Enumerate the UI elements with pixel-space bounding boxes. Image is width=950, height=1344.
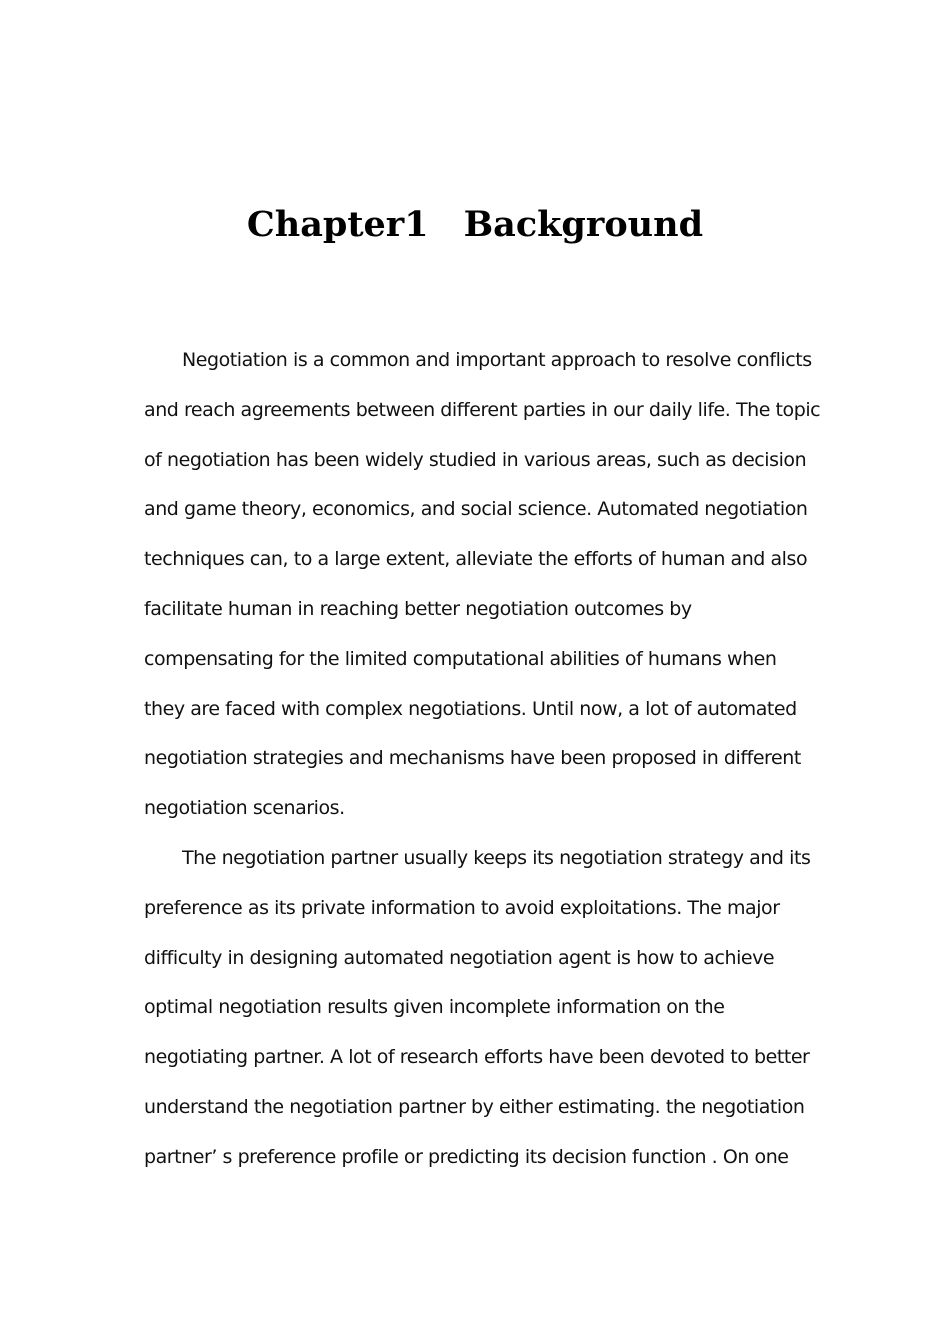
paragraph-line: negotiating partner. A lot of research efforts have been devoted to better (144, 1046, 810, 1069)
paragraph-line: they are faced with complex negotiations. Until now, a lot of automated (144, 697, 797, 720)
paragraph-line: The negotiation partner usually keeps its negotiation strategy and its (182, 846, 811, 869)
paragraph-line: understand the negotiation partner by either estimating. the negotiation (144, 1095, 805, 1118)
paragraph-line: and reach agreements between different parties in our daily life. The topic (144, 398, 821, 421)
paragraph-line: preference as its private information to avoid exploitations. The major (144, 896, 780, 919)
body-text (144, 336, 824, 1183)
paragraph-line: difficulty in designing automated negotiation agent is how to achieve (144, 946, 775, 969)
paragraph-line: techniques can, to a large extent, alleviate the efforts of human and also (144, 548, 808, 571)
chapter-title: Chapter1 Background (246, 204, 704, 245)
paragraph-line: partner’ s preference profile or predicting its decision function . On one (144, 1145, 789, 1168)
paragraph-line: and game theory, economics, and social science. Automated negotiation (144, 498, 808, 521)
paragraph-line: Negotiation is a common and important approach to resolve conflicts (182, 349, 812, 371)
paragraph-line: negotiation strategies and mechanisms have been proposed in different (144, 747, 801, 770)
paragraph-line: facilitate human in reaching better negotiation outcomes by (144, 597, 692, 620)
paragraph-line: compensating for the limited computational abilities of humans when (144, 647, 777, 670)
paragraph-line: of negotiation has been widely studied in various areas, such as decision (144, 448, 807, 471)
paragraph-line: optimal negotiation results given incomplete information on the (144, 996, 725, 1019)
paragraph-1 (144, 336, 824, 834)
paragraph-line: negotiation scenarios. (144, 797, 345, 820)
paragraph-2 (144, 834, 824, 1183)
